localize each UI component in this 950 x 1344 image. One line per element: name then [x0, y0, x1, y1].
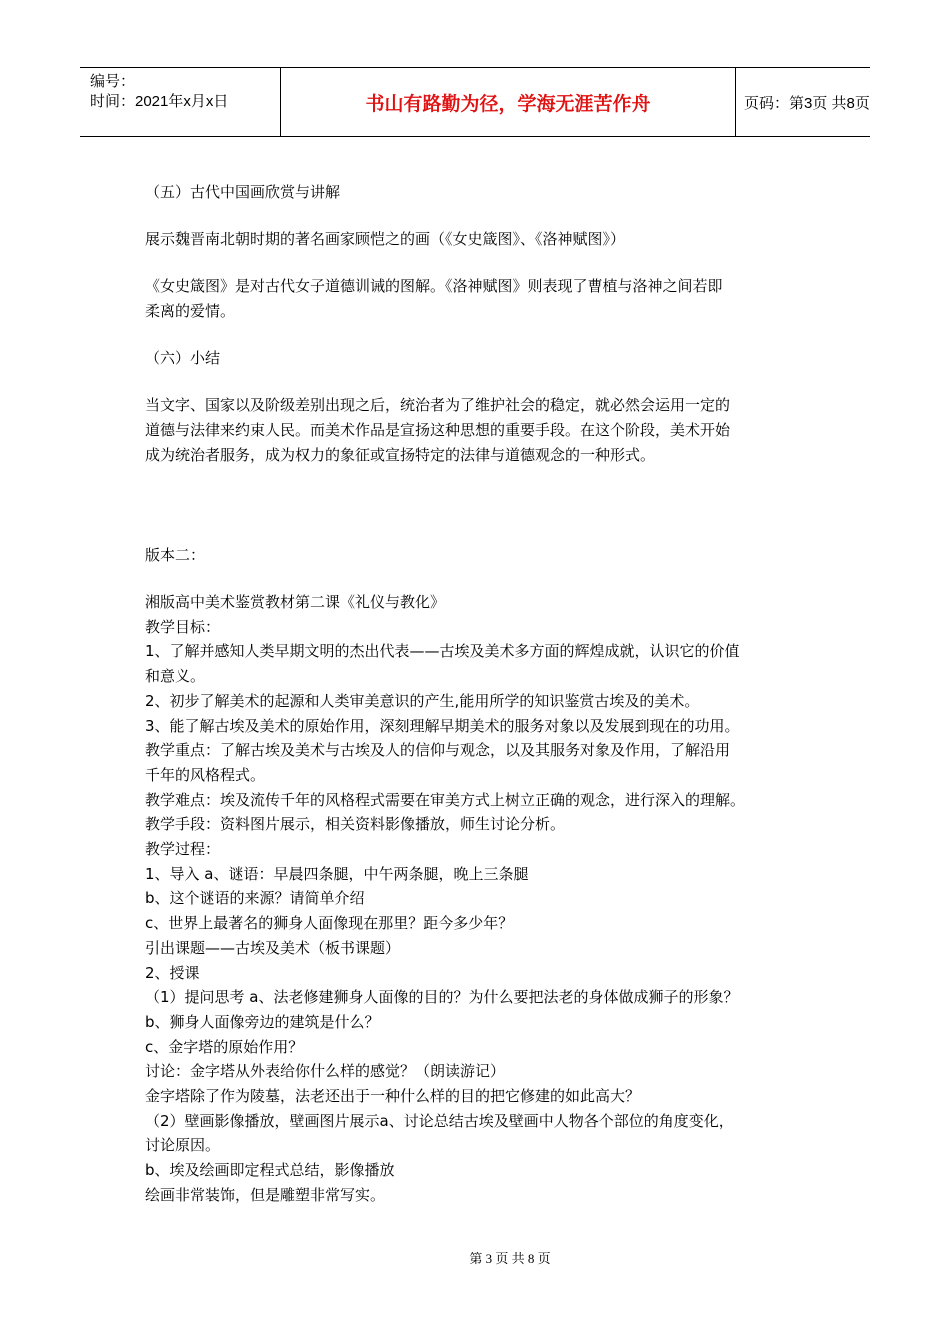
text-line: b、埃及绘画即定程式总结，影像播放 [145, 1161, 395, 1180]
text-line: c、金字塔的原始作用？ [145, 1037, 304, 1056]
text-line: 千年的风格程式。 [145, 765, 266, 784]
text-line: 金字塔除了作为陵墓，法老还出于一种什么样的目的把它修建的如此高大？ [145, 1087, 641, 1106]
paragraph: 《女史箴图》是对古代女子道德训诫的图解。《洛神赋图》则表现了曹植与洛神之间若即 [145, 277, 723, 295]
text-line: 教学难点：埃及流传千年的风格程式需要在审美方式上树立正确的观念，进行深入的理解。 [145, 790, 746, 809]
text-line: 教学重点：了解古埃及美术与古埃及人的信仰与观念，以及其服务对象及作用，了解沿用 [145, 741, 731, 760]
text-line: 1、导入 a、谜语：早晨四条腿，中午两条腿，晚上三条腿 [145, 864, 529, 883]
paragraph: 当文字、国家以及阶级差别出现之后，统治者为了维护社会的稳定，就必然会运用一定的 [145, 396, 731, 414]
section-heading: （六）小结 [145, 349, 221, 367]
text-line: 绘画非常装饰，但是雕塑非常写实。 [145, 1185, 386, 1204]
version-label: 版本二： [145, 546, 206, 564]
document-body [145, 180, 825, 1208]
header-page-info: 页码：第3页 共8页 [744, 94, 870, 112]
lesson-plan [145, 590, 825, 1208]
text-line: 2、初步了解美术的起源和人类审美意识的产生,能用所学的知识鉴赏古埃及的美术。 [145, 691, 700, 710]
text-line: c、世界上最著名的狮身人面像现在那里？距今多少年？ [145, 914, 514, 933]
number-label: 编号： [90, 73, 136, 90]
text-line: 教学过程： [145, 840, 221, 859]
page-footer: 第 3 页 共 8 页 [469, 1251, 551, 1266]
text-line: 和意义。 [145, 667, 206, 686]
paragraph: 道德与法律来约束人民。而美术作品是宣扬这种思想的重要手段。在这个阶段，美术开始 [145, 421, 731, 439]
time-label: 时间：2021年x月x日 [90, 93, 229, 110]
page-header [80, 67, 870, 137]
text-line: （1）提问思考 a、法老修建狮身人面像的目的？为什么要把法老的身体做成狮子的形象？ [145, 988, 739, 1007]
text-line: 教学目标： [145, 617, 221, 636]
header-meta-cell [80, 68, 280, 136]
text-line: （2）壁画影像播放，壁画图片展示a、讨论总结古埃及壁画中人物各个部位的角度变化， [145, 1111, 734, 1130]
header-motto: 书山有路勤为径，学海无涯苦作舟 [280, 68, 736, 136]
text-line: 教学手段：资料图片展示，相关资料影像播放，师生讨论分析。 [145, 815, 566, 834]
text-line: 湘版高中美术鉴赏教材第二课《礼仪与教化》 [145, 593, 446, 611]
text-line: 讨论：金字塔从外表给你什么样的感觉？（朗读游记） [145, 1062, 506, 1081]
text-line: b、狮身人面像旁边的建筑是什么？ [145, 1012, 380, 1031]
text-line: 3、能了解古埃及美术的原始作用，深刻理解早期美术的服务对象以及发展到现在的功用。 [145, 716, 740, 735]
text-line: 1、了解并感知人类早期文明的杰出代表——古埃及美术多方面的辉煌成就，认识它的价值 [145, 642, 740, 661]
text-line: b、这个谜语的来源？请简单介绍 [145, 889, 365, 908]
paragraph: 柔离的爱情。 [145, 302, 236, 320]
text-line: 2、授课 [145, 963, 200, 982]
text-line: 引出课题——古埃及美术（板书课题） [145, 938, 401, 957]
text-line: 讨论原因。 [145, 1136, 221, 1155]
paragraph: 成为统治者服务，成为权力的象征或宣扬特定的法律与道德观念的一种形式。 [145, 446, 656, 464]
paragraph: 展示魏晋南北朝时期的著名画家顾恺之的画（《女史箴图》、《洛神赋图》） [145, 230, 626, 248]
section-heading: （五）古代中国画欣赏与讲解 [145, 183, 341, 201]
